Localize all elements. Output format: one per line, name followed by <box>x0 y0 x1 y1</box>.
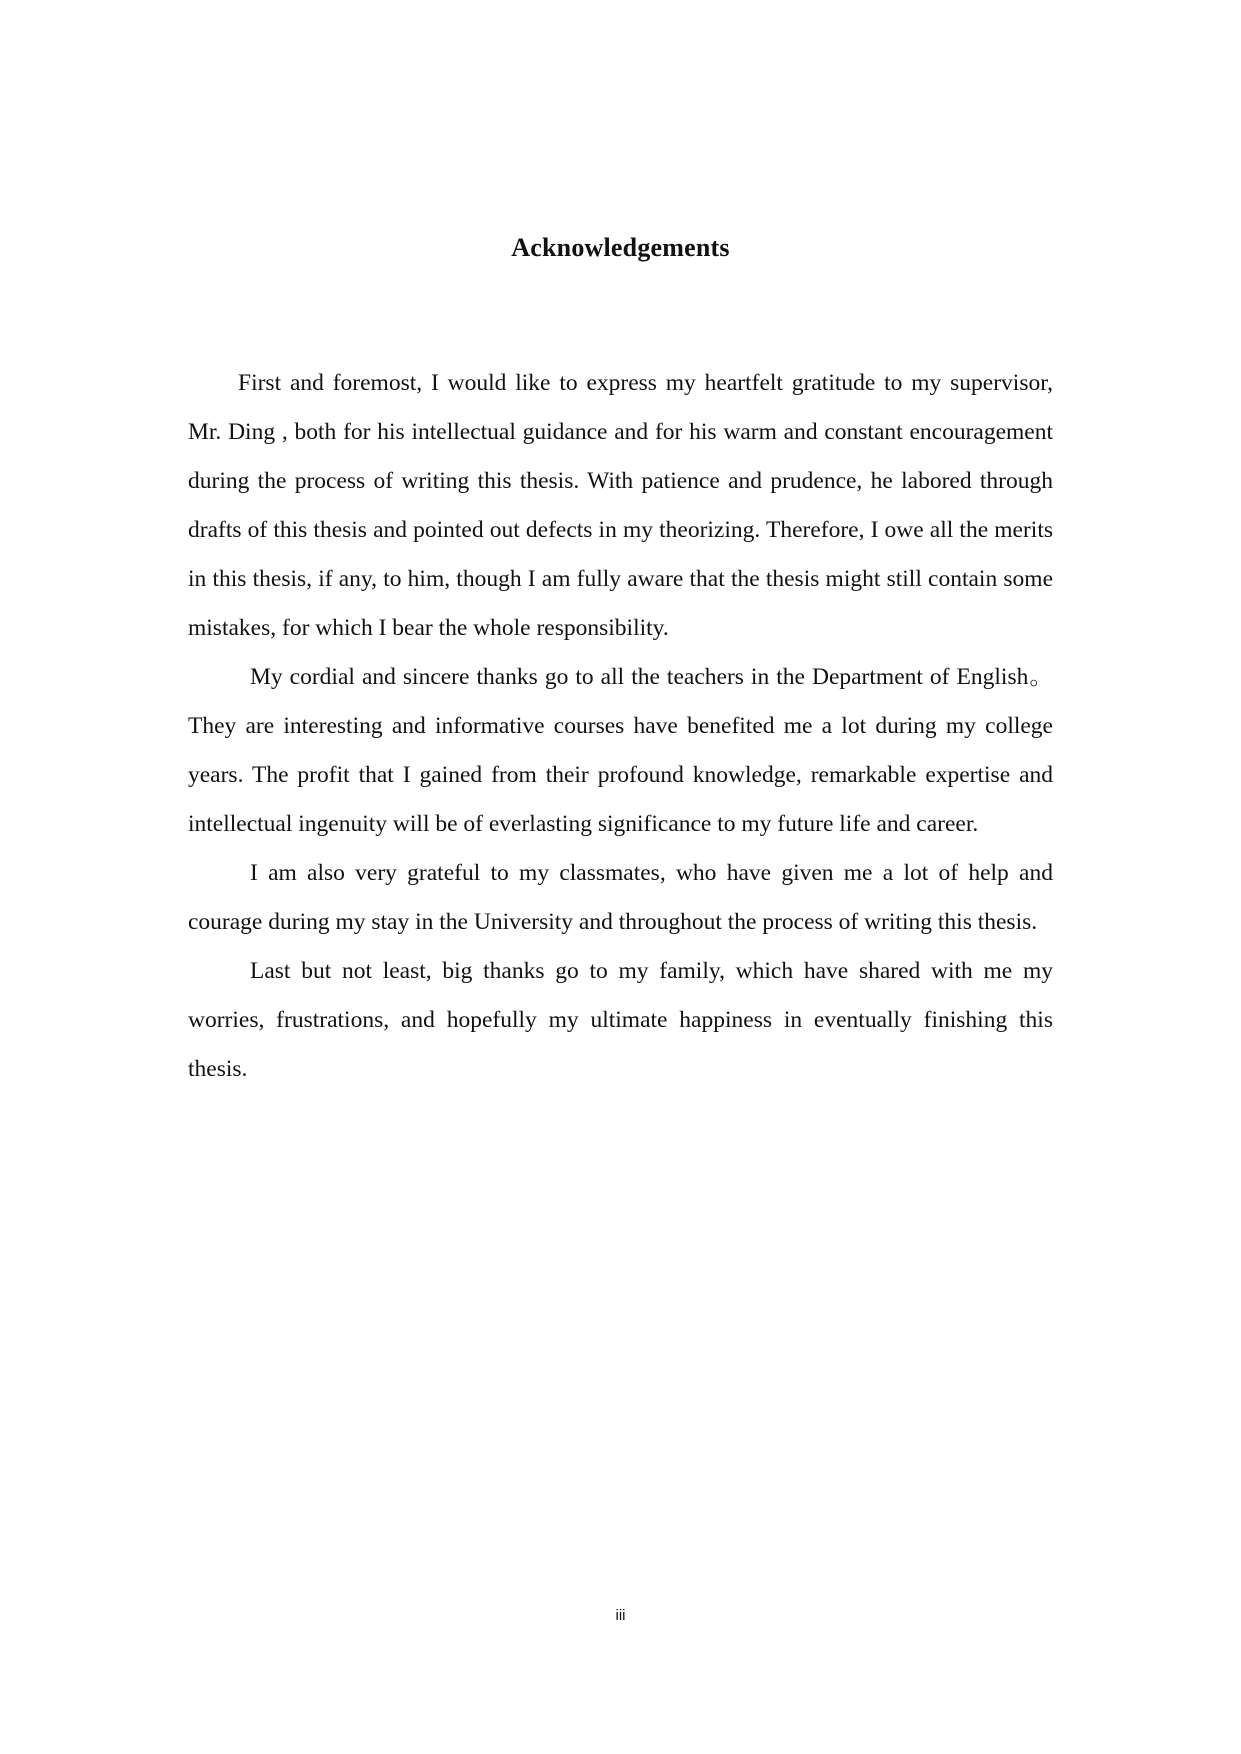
page-title: Acknowledgements <box>511 233 730 262</box>
paragraph-teachers: My cordial and sincere thanks go to all the teachers in the Department of English。 They are interesting and informative courses have benefited me a lot during my college years. The profit that I gained from their profound knowledge, remarkable expertise and intellectual ingenuity will be of everlasting significance to my future life and career. <box>188 664 1053 837</box>
body-text <box>188 359 1053 1094</box>
page-number: iii <box>615 1607 626 1624</box>
paragraph-supervisor: First and foremost, I would like to express my heartfelt gratitude to my supervisor, Mr. Ding , both for his intellectual guidance and for his warm and constant encouragement during the process of writing this thesis. With patience and prudence, he labored through drafts of this thesis and pointed out defects in my theorizing. Therefore, I owe all the merits in this thesis, if any, to him, though I am fully aware that the thesis might still contain some mistakes, for which I bear the whole responsibility. <box>188 370 1053 641</box>
paragraph-family: Last but not least, big thanks go to my family, which have shared with me my worries, frustrations, and hopefully my ultimate happiness in eventually finishing this thesis. <box>188 958 1053 1082</box>
paragraph-classmates: I am also very grateful to my classmates, who have given me a lot of help and courage during my stay in the University and throughout the process of writing this thesis. <box>188 860 1053 935</box>
